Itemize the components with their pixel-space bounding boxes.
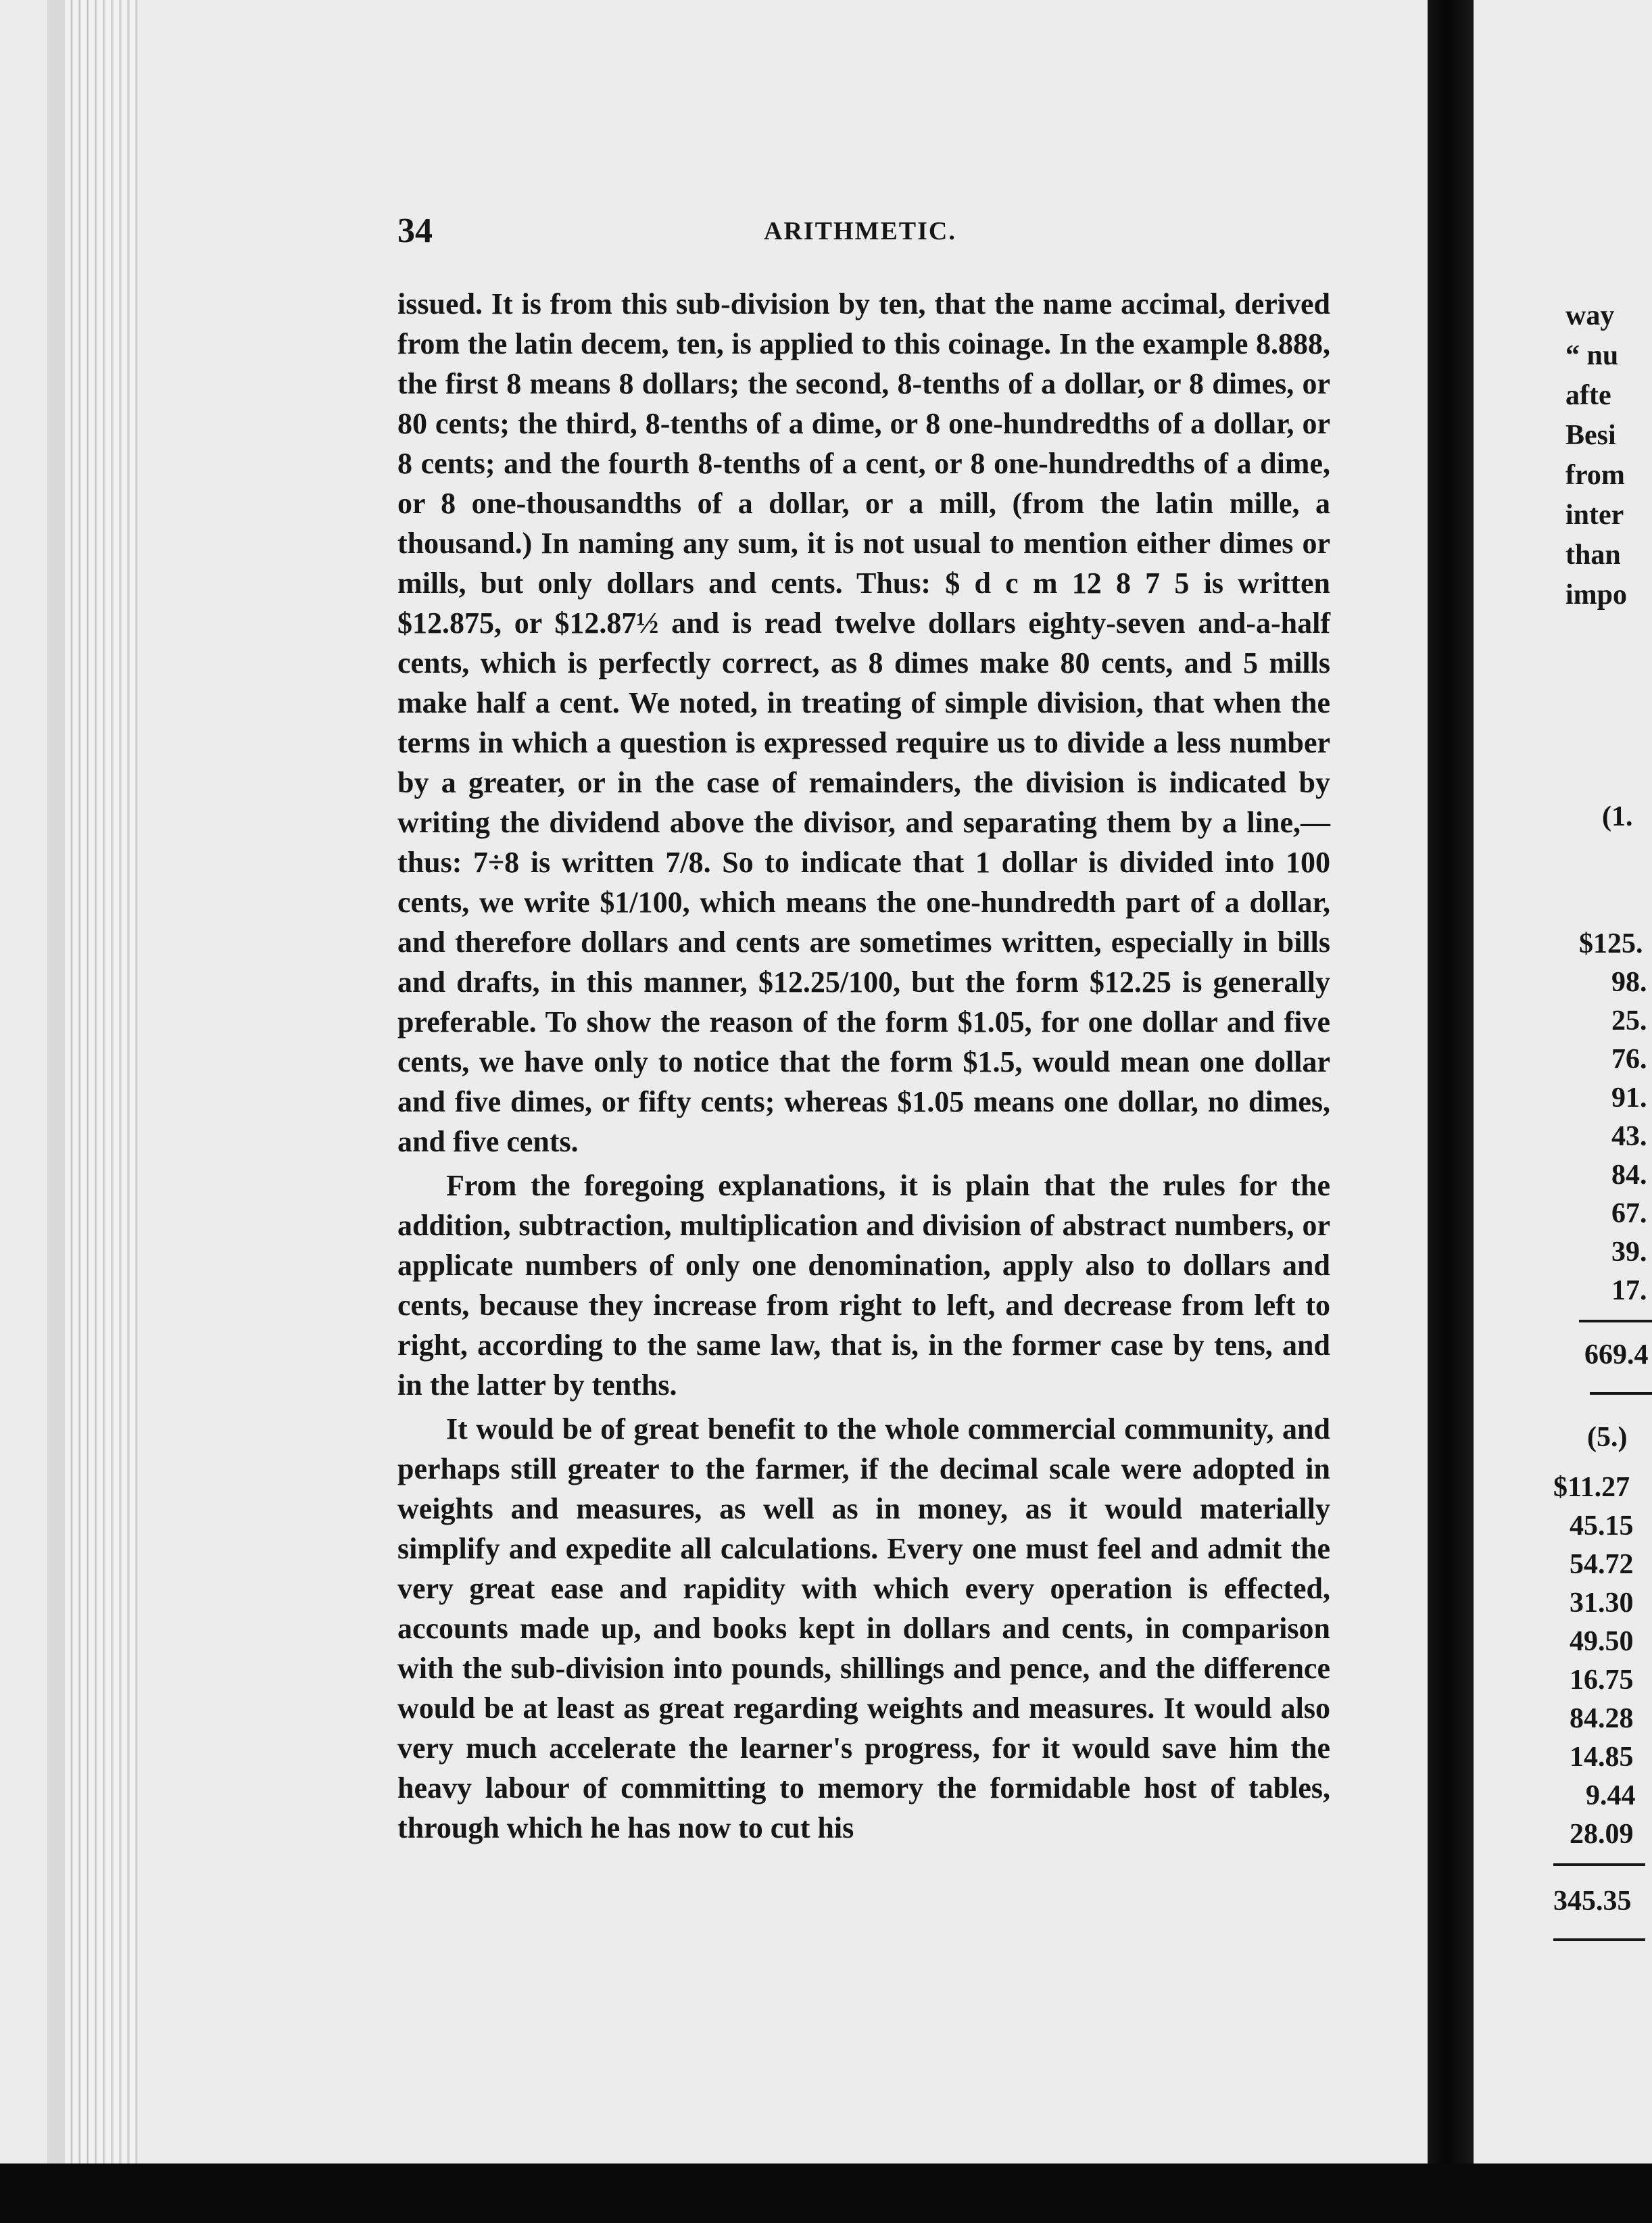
facing-word: from	[1565, 460, 1625, 491]
sum-rule	[1553, 1863, 1645, 1866]
example-value: 98.	[1611, 967, 1647, 998]
body-text	[397, 284, 1330, 1852]
example-value: 49.50	[1570, 1626, 1634, 1657]
example-value: 16.75	[1570, 1665, 1634, 1696]
example-label: (1.	[1602, 801, 1633, 832]
scan-bottom-border	[0, 2164, 1652, 2223]
example-value: 54.72	[1570, 1549, 1634, 1580]
paragraph: issued. It is from this sub-division by ten, that the name accimal, derived from the latin decem, ten, is applied to this coinage. In the example 8.888, the first 8 means 8 dollars; the second, 8-tenths of a dollar, or 8 dimes, or 80 cents; the third, 8-tenths of a dime, or 8 one-hundredths of a dollar, or 8 cents; and the fourth 8-tenths of a cent, or 8 one-hundredths of a dime, or 8 one-thousandths of a dollar, or a mill, (from the latin mille, a thousand.) In naming any sum, it is not usual to mention either dimes or mills, but only dollars and cents. Thus: $ d c m 12 8 7 5 is written $12.875, or $12.87½ and is read twelve dollars eighty-seven and-a-half cents, which is perfectly correct, as 8 dimes make 80 cents, and 5 mills make half a cent. We noted, in treating of simple division, that when the terms in which a question is expressed require us to divide a less number by a greater, or in the case of remainders, the division is indicated by writing the dividend above the divisor, and separating them by a line,—thus: 7÷8 is written 7/8. So to indicate that 1 dollar is divided into 100 cents, we write $1/100, which means the one-hundredth part of a dollar, and therefore dollars and cents are sometimes written, especially in bills and drafts, in this manner, $12.25/100, but the form $12.25 is generally preferable. To show the reason of the form $1.05, for one dollar and five cents, we have only to notice that the form $1.5, would mean one dollar and five dimes, or fifty cents; whereas $1.05 means one dollar, no dimes, and five cents.	[397, 287, 1330, 1158]
example-label: (5.)	[1587, 1422, 1628, 1453]
paragraph: It would be of great benefit to the whole commercial community, and perhaps still greater to the farmer, if the decimal scale were adopted in weights and measures, as well as in money, as it would materially simplify and expedite all calculations. Every one must feel and admit the very great ease and rapidity with which every operation is effected, accounts made up, and books kept in dollars and cents, in comparison with the sub-division into pounds, shillings and pence, and the difference would be at least as great regarding weights and measures. It would also very much accelerate the learner's progress, for it would save him the heavy labour of committing to memory the formidable host of tables, through which he has now to cut his	[397, 1412, 1330, 1844]
example-total: 345.35	[1553, 1886, 1632, 1917]
example-value: 67.	[1611, 1198, 1647, 1229]
total-rule	[1553, 1938, 1645, 1941]
paragraph: From the foregoing explanations, it is plain that the rules for the addition, subtraction, multiplication and division of abstract numbers, or applicate numbers of only one denomination, apply also to dollars and cents, because they increase from right to left, and decrease from left to right, according to the same law, that is, in the former case by tens, and in the latter by tenths.	[397, 1169, 1330, 1402]
example-value: 39.	[1611, 1237, 1647, 1268]
facing-word: Besi	[1565, 420, 1616, 451]
page-number: 34	[397, 212, 433, 250]
facing-page-line-starts	[1565, 296, 1652, 615]
facing-word: way	[1565, 300, 1615, 331]
total-rule	[1590, 1392, 1652, 1395]
example-value: 17.	[1611, 1275, 1647, 1306]
example-value: 84.	[1611, 1160, 1647, 1191]
example-value: 43.	[1611, 1121, 1647, 1152]
example-value: 91.	[1611, 1082, 1647, 1114]
running-head	[397, 211, 1330, 265]
facing-word: “ nu	[1565, 340, 1619, 371]
example-value: $125.	[1579, 928, 1643, 959]
sum-rule	[1579, 1320, 1652, 1322]
example-value: 14.85	[1570, 1742, 1634, 1773]
example-value: 84.28	[1570, 1703, 1634, 1734]
stacked-page-edges	[65, 0, 139, 2164]
example-value: 76.	[1611, 1044, 1647, 1075]
facing-word: than	[1565, 540, 1621, 571]
example-value: 9.44	[1586, 1780, 1636, 1811]
example-total: 669.4	[1584, 1339, 1649, 1370]
book-gutter	[1428, 0, 1475, 2211]
example-value: 31.30	[1570, 1587, 1634, 1619]
example-column-a	[1579, 795, 1652, 1395]
example-value: 25.	[1611, 1005, 1647, 1036]
example-column-b	[1553, 1421, 1648, 1941]
facing-word: afte	[1565, 380, 1611, 411]
example-value: $11.27	[1553, 1472, 1630, 1503]
example-value: 28.09	[1570, 1819, 1634, 1850]
facing-word: inter	[1565, 500, 1624, 531]
example-value: 45.15	[1570, 1510, 1634, 1541]
running-title: ARITHMETIC.	[764, 217, 956, 245]
facing-word: impo	[1565, 579, 1628, 611]
